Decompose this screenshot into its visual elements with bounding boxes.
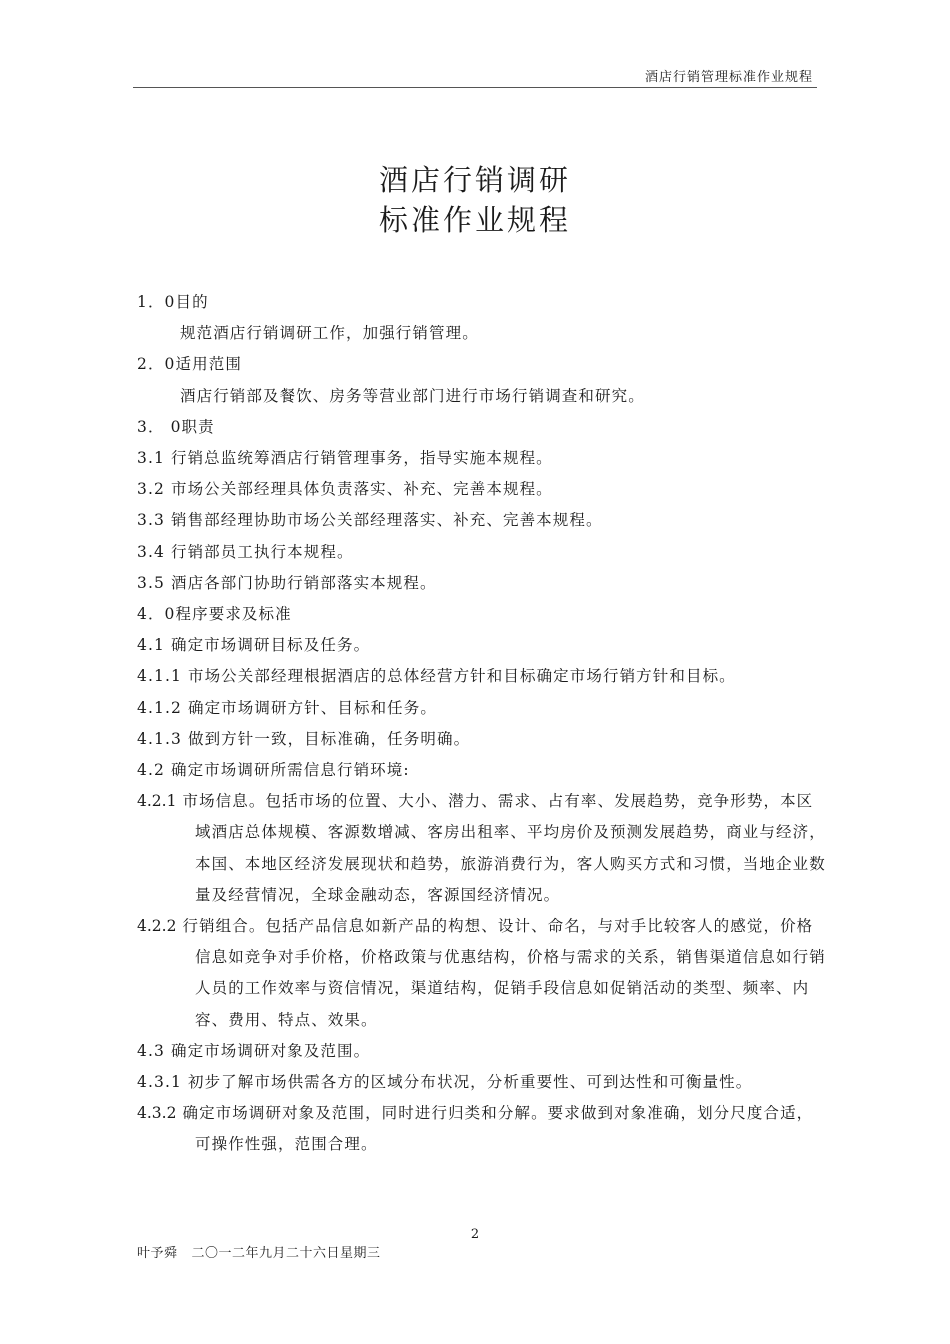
item-text: 行销组合。包括产品信息如新产品的构想、设计、命名，与对手比较客人的感觉，价格信息如竞争对手价格，价格政策与优惠结构，价格与需求的关系，销售渠道信息如行销人员的工作效率与资信情况，渠道结构，促销手段信息如促销活动的类型、频率、内容、费用、特点、效果。	[182, 917, 826, 1029]
page-number: 2	[470, 1227, 480, 1242]
running-header: 酒店行销管理标准作业规程	[644, 70, 813, 85]
document-title-line-1: 酒店行销调研	[378, 163, 571, 197]
item-number: 4.2.1	[137, 792, 177, 811]
footer-date: 二〇一二年九月二十六日星期三	[191, 1246, 381, 1261]
paragraph: 酒店行销部及餐饮、房务等营业部门进行市场行销调查和研究。	[180, 386, 645, 405]
paragraph: 规范酒店行销调研工作，加强行销管理。	[180, 324, 479, 343]
list-item: 3.1 行销总监统筹酒店行销管理事务，指导实施本规程。	[137, 449, 553, 468]
list-item	[137, 911, 827, 1036]
section-heading: 3． 0职责	[137, 417, 215, 436]
list-item: 3.4 行销部员工执行本规程。	[137, 542, 354, 561]
item-text: 确定市场调研对象及范围，同时进行归类和分解。要求做到对象准确，划分尺度合适，可操作性强，范围合理。	[182, 1104, 814, 1154]
list-item: 4.1 确定市场调研目标及任务。	[137, 636, 371, 655]
list-item: 4.3.1 初步了解市场供需各方的区域分布状况，分析重要性、可到达性和可衡量性。	[137, 1073, 753, 1092]
header-rule	[133, 87, 817, 88]
footer	[137, 1242, 381, 1261]
document-title-line-2: 标准作业规程	[378, 203, 571, 237]
footer-author: 叶予舜	[137, 1246, 178, 1261]
item-number: 4.3.2	[137, 1104, 177, 1123]
item-text: 市场信息。包括市场的位置、大小、潜力、需求、占有率、发展趋势，竞争形势，本区域酒店总体规模、客源数增减、客房出租率、平均房价及预测发展趋势，商业与经济，本国、本地区经济发展现状和趋势，旅游消费行为，客人购买方式和习惯，当地企业数量及经营情况，全球金融动态，客源国经济情况。	[182, 792, 826, 904]
list-item: 3.3 销售部经理协助市场公关部经理落实、补充、完善本规程。	[137, 511, 603, 530]
list-item: 4.1.3 做到方针一致，目标准确，任务明确。	[137, 729, 471, 748]
list-item: 4.3 确定市场调研对象及范围。	[137, 1041, 371, 1060]
section-heading: 1．0目的	[137, 293, 209, 311]
list-item: 3.5 酒店各部门协助行销部落实本规程。	[137, 573, 437, 592]
list-item	[137, 1098, 827, 1160]
list-item: 4.1.1 市场公关部经理根据酒店的总体经营方针和目标确定市场行销方针和目标。	[137, 667, 736, 686]
section-heading: 4．0程序要求及标准	[137, 605, 292, 624]
list-item: 3.2 市场公关部经理具体负责落实、补充、完善本规程。	[137, 480, 553, 499]
document-body	[137, 287, 827, 1161]
item-number: 4.2.2	[137, 917, 177, 936]
list-item: 4.2 确定市场调研所需信息行销环境:	[137, 761, 410, 780]
list-item: 4.1.2 确定市场调研方针、目标和任务。	[137, 698, 437, 717]
section-heading: 2．0适用范围	[137, 355, 242, 374]
list-item	[137, 786, 827, 911]
